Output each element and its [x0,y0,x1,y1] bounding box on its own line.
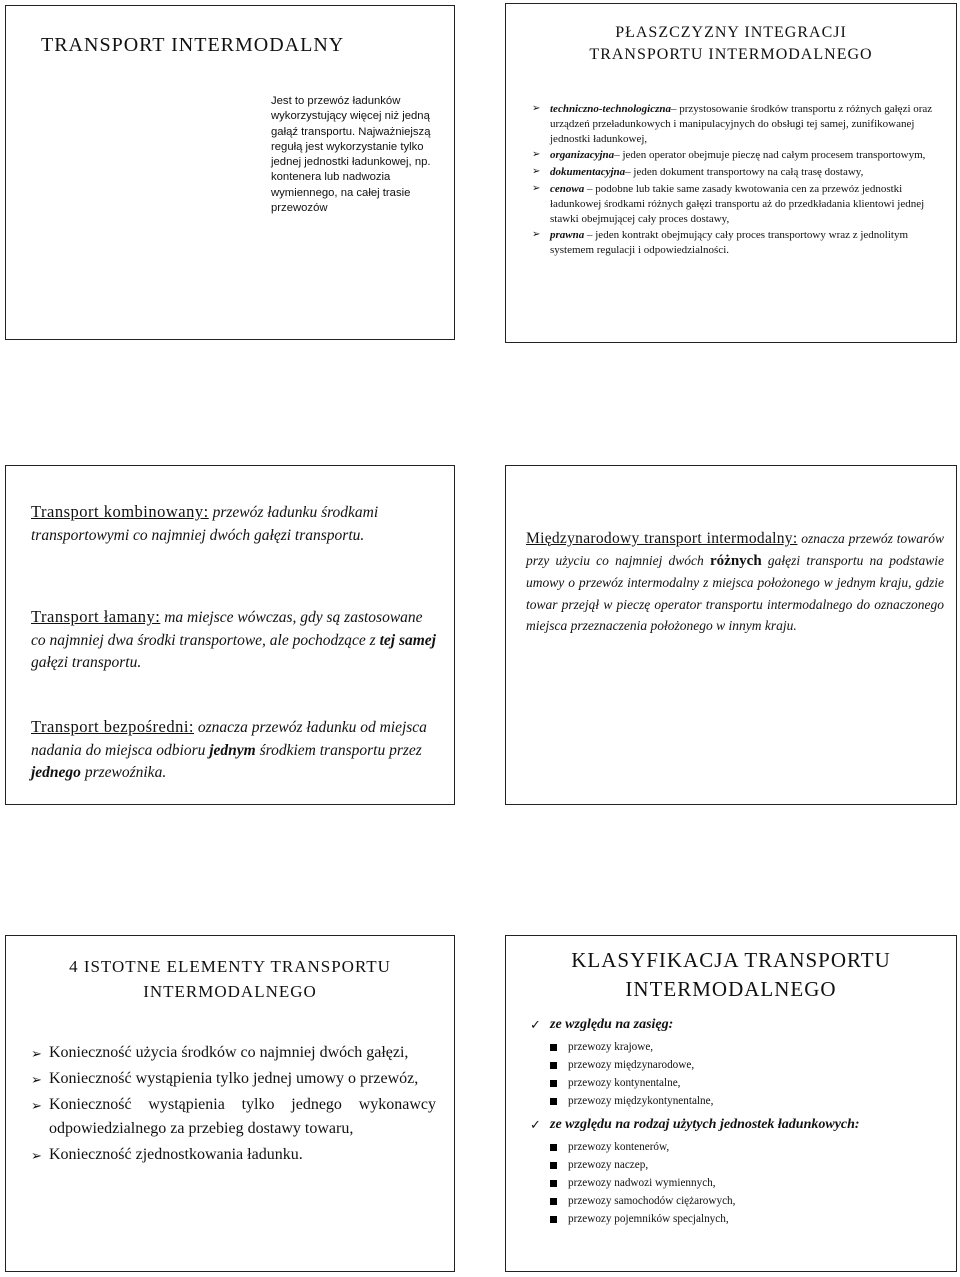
list-item: ➢ techniczno-technologiczna– przystosowanie środków transportu z różnych gałęzi oraz urządzeń przeładunkowych i manipulacyjnych do obsługi tej samej, zunifikowanej jednostki ładunkowej, [532,103,933,145]
list-item: ➢ dokumentacyjna– jeden dokument transportowy na całą trasę dostawy, [532,166,864,179]
list-item: przewozy kontynentalne, [528,1074,938,1092]
title-line-1: 4 ISTOTNE ELEMENTY TRANSPORTU [69,957,391,976]
arrowhead-icon: ➢ [31,1148,42,1163]
list-item: ➢ prawna – jeden kontrakt obejmujący cały proces transportowy wraz z jednolitym systemem regulacji i odpowiedzialności. [532,229,909,257]
arrowhead-icon: ➢ [31,1098,42,1113]
square-bullet-icon [550,1162,557,1169]
square-bullet-icon [550,1198,557,1205]
classification-list [528,1016,938,1234]
slide-klasyfikacja [505,935,957,1272]
title-line-1: PŁASZCZYZNY INTEGRACJI [615,24,847,41]
square-bullet-icon [550,1180,557,1187]
zasieg-items [528,1038,938,1110]
definition-miedzynarodowy: Międzynarodowy transport intermodalny: oznacza przewóz towarów przy użyciu co najmniej dwóch różnych gałęzi transportu na podstawie umowy o przewóz intermodalny z miejsca położonego w jednym kraju, gdzie towar przejął w pieczę operator transportu intermodalnego do oznaczonego miejsca przeznaczenia położonego w innym kraju. [526,530,944,633]
list-item: ➢ Konieczność wystąpienia tylko jednego wykonawcy odpowiedzialnego za przebieg dostawy towaru, [31,1096,436,1137]
arrowhead-icon: ➢ [532,229,541,241]
slide-body-text: Jest to przewóz ładunków wykorzystujący więcej niż jedną gałąź transportu. Najważniejszą regułą jest wykorzystanie tylko jednej jednostki ładunkowej, np. kontenera lub nadwozia wymiennego, na całej trasie przewozów [271,95,431,215]
arrowhead-icon: ➢ [31,1046,42,1061]
category-zasieg: ✓ ze względu na zasięg: [530,1017,674,1032]
title-line-2: INTERMODALNEGO [143,982,317,1001]
list-item: ➢ Konieczność zjednostkowania ładunku. [31,1143,436,1167]
square-bullet-icon [550,1098,557,1105]
slide-title [506,946,956,1004]
square-bullet-icon [550,1144,557,1151]
slide-transport-definitions [5,465,455,805]
list-item: przewozy międzykontynentalne, [528,1092,938,1110]
square-bullet-icon [550,1080,557,1087]
slide-title [506,22,956,66]
list-item: przewozy samochodów ciężarowych, [528,1192,938,1210]
square-bullet-icon [550,1062,557,1069]
title-line-2: TRANSPORTU INTERMODALNEGO [589,46,873,63]
jednostki-items [528,1138,938,1228]
definition-kombinowany: Transport kombinowany: przewóz ładunku środkami transportowymi co najmniej dwóch gałęzi transportu. [31,502,379,544]
title-line-1: KLASYFIKACJA TRANSPORTU [571,948,891,972]
list-item: ➢ Konieczność wystąpienia tylko jednej umowy o przewóz, [31,1067,436,1091]
arrowhead-icon: ➢ [532,182,541,194]
slide-plaszczyzny-integracji [505,3,957,343]
list-item: ➢ organizacyjna– jeden operator obejmuje pieczę nad całym procesem transportowym, [532,149,926,162]
arrowhead-icon: ➢ [532,103,541,114]
list-item: ➢ Konieczność użycia środków co najmniej dwóch gałęzi, [31,1041,436,1065]
title-line-2: INTERMODALNEGO [625,977,837,1001]
slide-transport-intermodalny [5,5,455,340]
category-jednostki: ✓ ze względu na rodzaj użytych jednostek ładunkowych: [530,1117,860,1132]
slide-miedzynarodowy-transport [505,465,957,805]
integration-list [532,102,940,260]
slide-title [6,954,454,1004]
square-bullet-icon [550,1216,557,1223]
definition-bezposredni: Transport bezpośredni: oznacza przewóz ładunku od miejsca nadania do miejsca odbioru jednym środkiem transportu przez jednego przewoźnika. [31,717,427,781]
checkmark-icon: ✓ [530,1117,541,1132]
list-item: ➢ cenowa – podobne lub takie same zasady kwotowania cen za przewóz jednostki ładunkowej środkami różnych gałęzi transportu aż do przedkładania klientowi jednej stawki obejmującej cały proces dostawy, [532,182,925,225]
slide-title: TRANSPORT INTERMODALNY [41,34,345,56]
list-item: przewozy kontenerów, [528,1138,938,1156]
arrowhead-icon: ➢ [532,149,541,161]
list-item: przewozy naczep, [528,1156,938,1174]
list-item: przewozy nadwozi wymiennych, [528,1174,938,1192]
list-item: przewozy pojemników specjalnych, [528,1210,938,1228]
arrowhead-icon: ➢ [532,166,541,178]
list-item: przewozy międzynarodowe, [528,1056,938,1074]
definition-lamany: Transport łamany: ma miejsce wówczas, gdy są zastosowane co najmniej dwa środki transportowe, ale pochodzące z tej samej gałęzi transportu. [31,607,436,671]
checkmark-icon: ✓ [530,1017,541,1032]
elements-list [31,1041,436,1169]
square-bullet-icon [550,1044,557,1051]
arrowhead-icon: ➢ [31,1072,42,1087]
list-item: przewozy krajowe, [528,1038,938,1056]
slide-istotne-elementy [5,935,455,1272]
